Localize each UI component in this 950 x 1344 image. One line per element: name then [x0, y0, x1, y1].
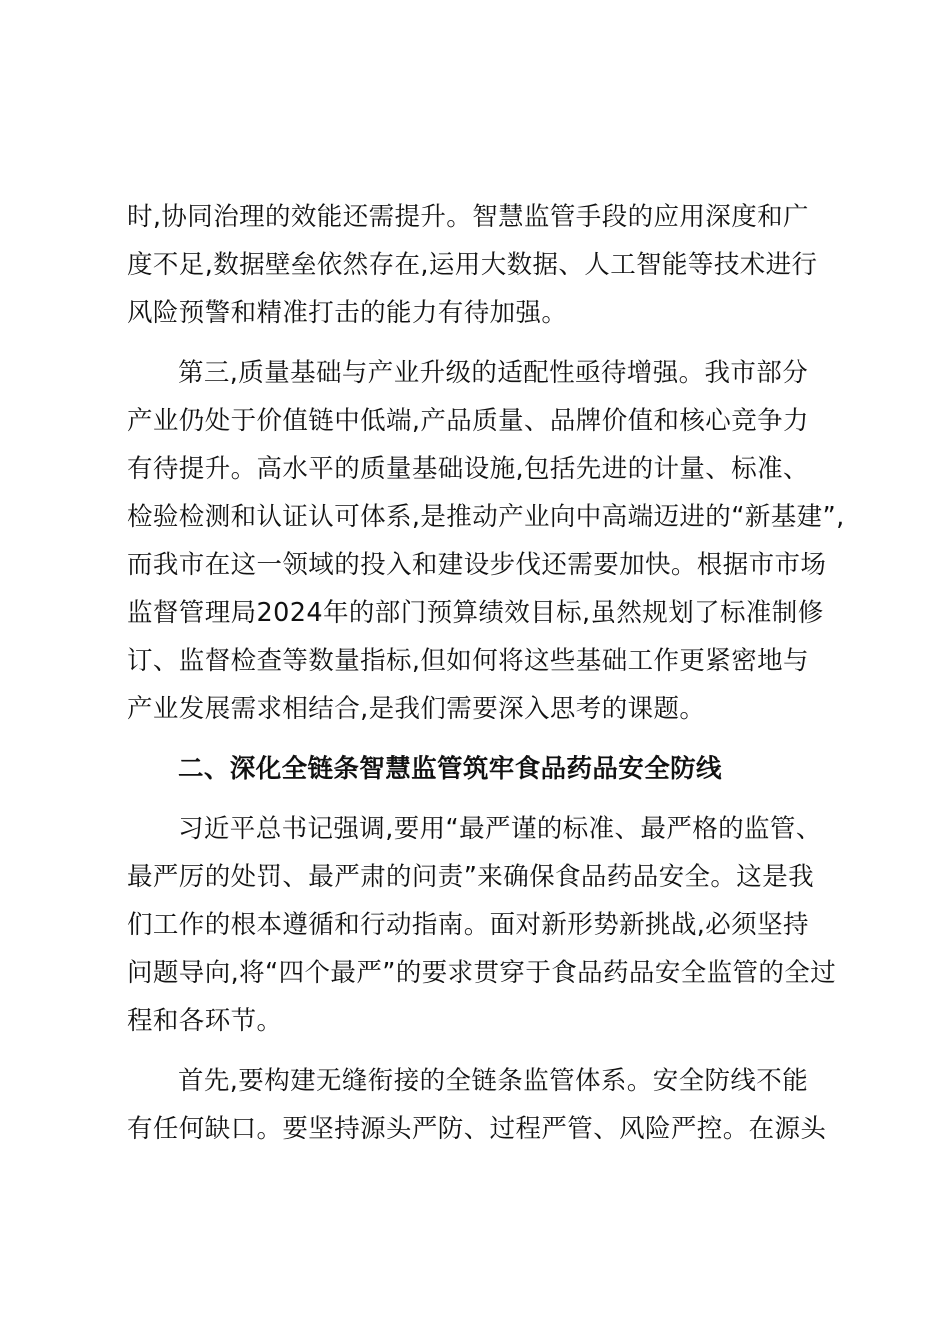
- text-line: 度不足,数据壁垒依然存在,运用大数据、人工智能等技术进行: [127, 250, 818, 280]
- text-line: 风险预警和精准打击的能力有待加强。: [127, 298, 568, 328]
- paragraph-1: [127, 193, 820, 337]
- document-body: [127, 193, 845, 1153]
- paragraph-4: [127, 1057, 827, 1153]
- text-line: 们工作的根本遵循和行动指南。面对新形势新挑战,必须坚持: [127, 910, 809, 940]
- text-line: 产业仍处于价值链中低端,产品质量、品牌价值和核心竞争力: [127, 406, 809, 436]
- text-line: 问题导向,将“四个最严”的要求贯穿于食品药品安全监管的全过: [127, 958, 837, 988]
- text-line: 有任何缺口。要坚持源头严防、过程严管、风险严控。在源头: [127, 1114, 827, 1144]
- text-line: 第三,质量基础与产业升级的适配性亟待增强。我市部分: [178, 358, 809, 388]
- section-heading: [127, 745, 820, 793]
- text-line: 习近平总书记强调,要用“最严谨的标准、最严格的监管、: [178, 814, 822, 844]
- paragraph-3: [127, 805, 837, 1045]
- heading-text: 二、深化全链条智慧监管筑牢食品药品安全防线: [178, 754, 722, 784]
- text-line: 检验检测和认证认可体系,是推动产业向中高端迈进的“新基建”,: [127, 502, 845, 532]
- text-line: 有待提升。高水平的质量基础设施,包括先进的计量、标准、: [127, 454, 809, 484]
- text-line: 订、监督检查等数量指标,但如何将这些基础工作更紧密地与: [127, 646, 809, 676]
- paragraph-2: [127, 349, 845, 733]
- text-line: 程和各环节。: [127, 1006, 283, 1036]
- text-line: 首先,要构建无缝衔接的全链条监管体系。安全防线不能: [178, 1066, 809, 1096]
- text-line: 监督管理局2024年的部门预算绩效目标,虽然规划了标准制修: [127, 598, 824, 628]
- text-line: 最严厉的处罚、最严肃的问责”来确保食品药品安全。这是我: [127, 862, 815, 892]
- text-line: 产业发展需求相结合,是我们需要深入思考的课题。: [127, 694, 706, 724]
- text-line: 时,协同治理的效能还需提升。智慧监管手段的应用深度和广: [127, 202, 809, 232]
- text-line: 而我市在这一领域的投入和建设步伐还需要加快。根据市市场: [127, 550, 827, 580]
